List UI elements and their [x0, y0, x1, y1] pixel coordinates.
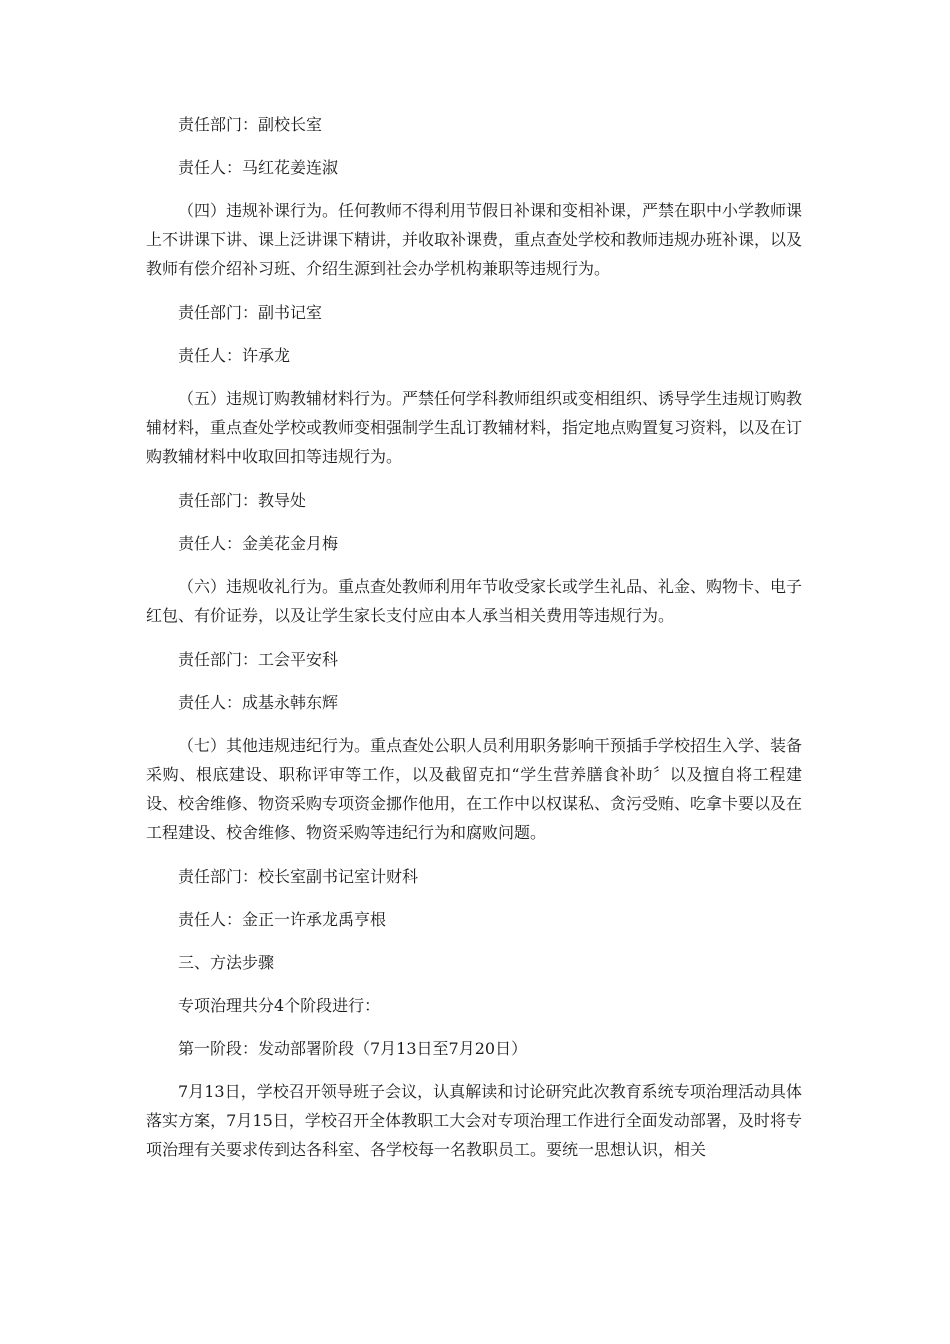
section-item-7: （七）其他违规违纪行为。重点查处公职人员利用职务影响干预插手学校招生入学、装备采购、根底建设、职称评审等工作，以及截留克扣“学生营养膳食补助〞以及擅自将工程建设、校舍维修、物资采购专项资金挪作他用，在工作中以权谋私、贪污受贿、吃拿卡要以及在工程建设、校舍维修、物资采购等违纪行为和腐败问题。 [146, 736, 803, 842]
document-body [146, 110, 802, 1179]
responsible-person: 责任人：成基永韩东辉 [178, 693, 339, 712]
responsible-person: 责任人：马红花姜连淑 [178, 158, 339, 177]
responsible-person: 责任人：许承龙 [178, 346, 291, 365]
responsible-department: 责任部门：副书记室 [178, 303, 323, 322]
responsible-person: 责任人：金正一许承龙禹亨根 [178, 910, 387, 929]
stage-heading: 第一阶段：发动部署阶段（7月13日至7月20日） [178, 1039, 528, 1058]
responsible-department: 责任部门：教导处 [178, 491, 307, 510]
section-heading: 三、方法步骤 [178, 953, 275, 972]
responsible-department: 责任部门：工会平安科 [178, 650, 339, 669]
responsible-department: 责任部门：校长室副书记室计财科 [178, 867, 419, 886]
section-item-6: （六）违规收礼行为。重点查处教师利用年节收受家长或学生礼品、礼金、购物卡、电子红包、有价证券，以及让学生家长支付应由本人承当相关费用等违规行为。 [146, 577, 803, 625]
section-item-4: （四）违规补课行为。任何教师不得利用节假日补课和变相补课，严禁在职中小学教师课上不讲课下讲、课上泛讲课下精讲，并收取补课费，重点查处学校和教师违规办班补课，以及教师有偿介绍补习班、介绍生源到社会办学机构兼职等违规行为。 [146, 201, 803, 278]
stage-description: 7月13日，学校召开领导班子会议，认真解读和讨论研究此次教育系统专项治理活动具体落实方案，7月15日，学校召开全体教职工大会对专项治理工作进行全面发动部署，及时将专项治理有关要求传到达各科室、各学校每一名教职员工。要统一思想认识，相关 [146, 1082, 802, 1159]
section-item-5: （五）违规订购教辅材料行为。严禁任何学科教师组织或变相组织、诱导学生违规订购教辅材料，重点查处学校或教师变相强制学生乱订教辅材料，指定地点购置复习资料，以及在订购教辅材料中收取回扣等违规行为。 [146, 389, 803, 466]
responsible-department: 责任部门：副校长室 [178, 115, 323, 134]
stage-intro: 专项治理共分4个阶段进行： [178, 996, 381, 1015]
responsible-person: 责任人：金美花金月梅 [178, 534, 339, 553]
